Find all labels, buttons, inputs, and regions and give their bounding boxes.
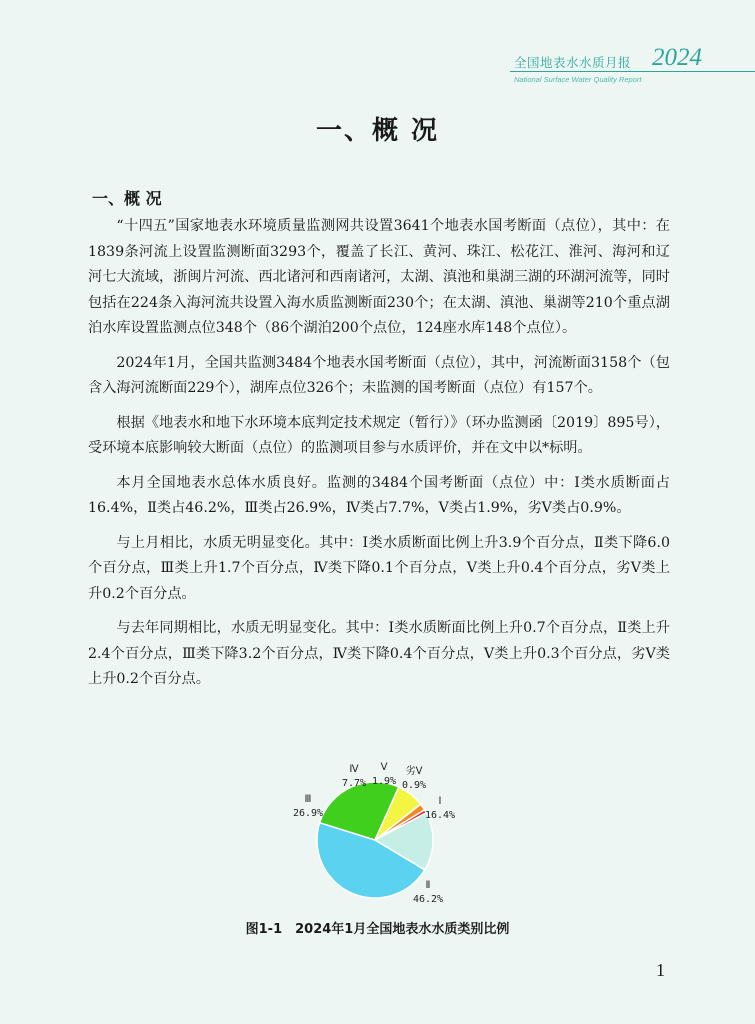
body-text bbox=[88, 214, 670, 702]
pie-slice-value-label: 1.9% bbox=[371, 776, 397, 787]
pie-slice-label: Ⅳ bbox=[349, 764, 359, 775]
header-year: 2024 bbox=[652, 44, 702, 71]
pie-chart bbox=[270, 752, 490, 912]
pie-slice-label: Ⅴ bbox=[380, 762, 388, 773]
pie-slice-value-label: 46.2% bbox=[412, 894, 444, 905]
paragraph: “十四五”国家地表水环境质量监测网共设置3641个地表水国考断面（点位），其中：在1839条河流上设置监测断面3293个，覆盖了长江、黄河、珠江、松花江、淮河、海河和辽河七大流域，浙闽片河流、西北诸河和西南诸河，太湖、滇池和巢湖三湖的环湖河流等，同时包括在224条入海河流共设置入海水质监测断面230个；在太湖、滇池、巢湖等210个重点湖泊水库设置监测点位348个（86个湖泊200个点位，124座水库148个点位）。 bbox=[88, 218, 670, 336]
pie-slice-label: Ⅰ bbox=[438, 796, 442, 807]
pie-slice-label: 劣Ⅴ bbox=[405, 766, 423, 777]
pie-slice-value-label: 16.4% bbox=[424, 810, 456, 821]
pie-slice-value-label: 0.9% bbox=[401, 780, 427, 791]
pie-slice-label: Ⅱ bbox=[425, 880, 431, 891]
figure-caption: 图1-1 2024年1月全国地表水水质类别比例 bbox=[245, 922, 510, 937]
paragraph: 2024年1月，全国共监测3484个地表水国考断面（点位），其中，河流断面3158个（包含入海河流断面229个），湖库点位326个；未监测的国考断面（点位）有157个。 bbox=[88, 354, 670, 396]
section-heading: 一、概 况 bbox=[92, 189, 162, 208]
paragraph: 与去年同期相比，水质无明显变化。其中：Ⅰ类水质断面比例上升0.7个百分点，Ⅱ类上升2.4个百分点，Ⅲ类下降3.2个百分点，Ⅳ类下降0.4个百分点，Ⅴ类上升0.3个百分点，劣Ⅴ类上升0.2个百分点。 bbox=[88, 620, 670, 687]
header-rule bbox=[510, 71, 755, 72]
paragraph: 本月全国地表水总体水质良好。监测的3484个国考断面（点位）中：Ⅰ类水质断面占16.4%，Ⅱ类占46.2%，Ⅲ类占26.9%，Ⅳ类占7.7%，Ⅴ类占1.9%，劣Ⅴ类占0.9%。 bbox=[88, 474, 670, 516]
paragraph: 根据《地表水和地下水环境本底判定技术规定（暂行）》（环办监测函〔2019〕895号），受环境本底影响较大断面（点位）的监测项目参与水质评价，并在文中以*标明。 bbox=[88, 414, 670, 456]
header-title-en: National Surface Water Quality Report bbox=[514, 75, 642, 84]
page-number: 1 bbox=[656, 960, 665, 980]
page-title: 一、概 况 bbox=[315, 116, 440, 146]
pie-slice-value-label: 7.7% bbox=[341, 778, 367, 789]
header-title-cn: 全国地表水水质月报 bbox=[514, 55, 632, 70]
pie-slice-label: Ⅲ bbox=[304, 794, 312, 805]
pie-chart-svg bbox=[270, 752, 490, 912]
pie-slice-value-label: 26.9% bbox=[292, 808, 324, 819]
paragraph: 与上月相比，水质无明显变化。其中：Ⅰ类水质断面比例上升3.9个百分点，Ⅱ类下降6.0个百分点，Ⅲ类上升1.7个百分点，Ⅳ类下降0.1个百分点，Ⅴ类上升0.4个百分点，劣Ⅴ类上升0.2个百分点。 bbox=[88, 534, 670, 602]
header-brand bbox=[510, 46, 755, 90]
